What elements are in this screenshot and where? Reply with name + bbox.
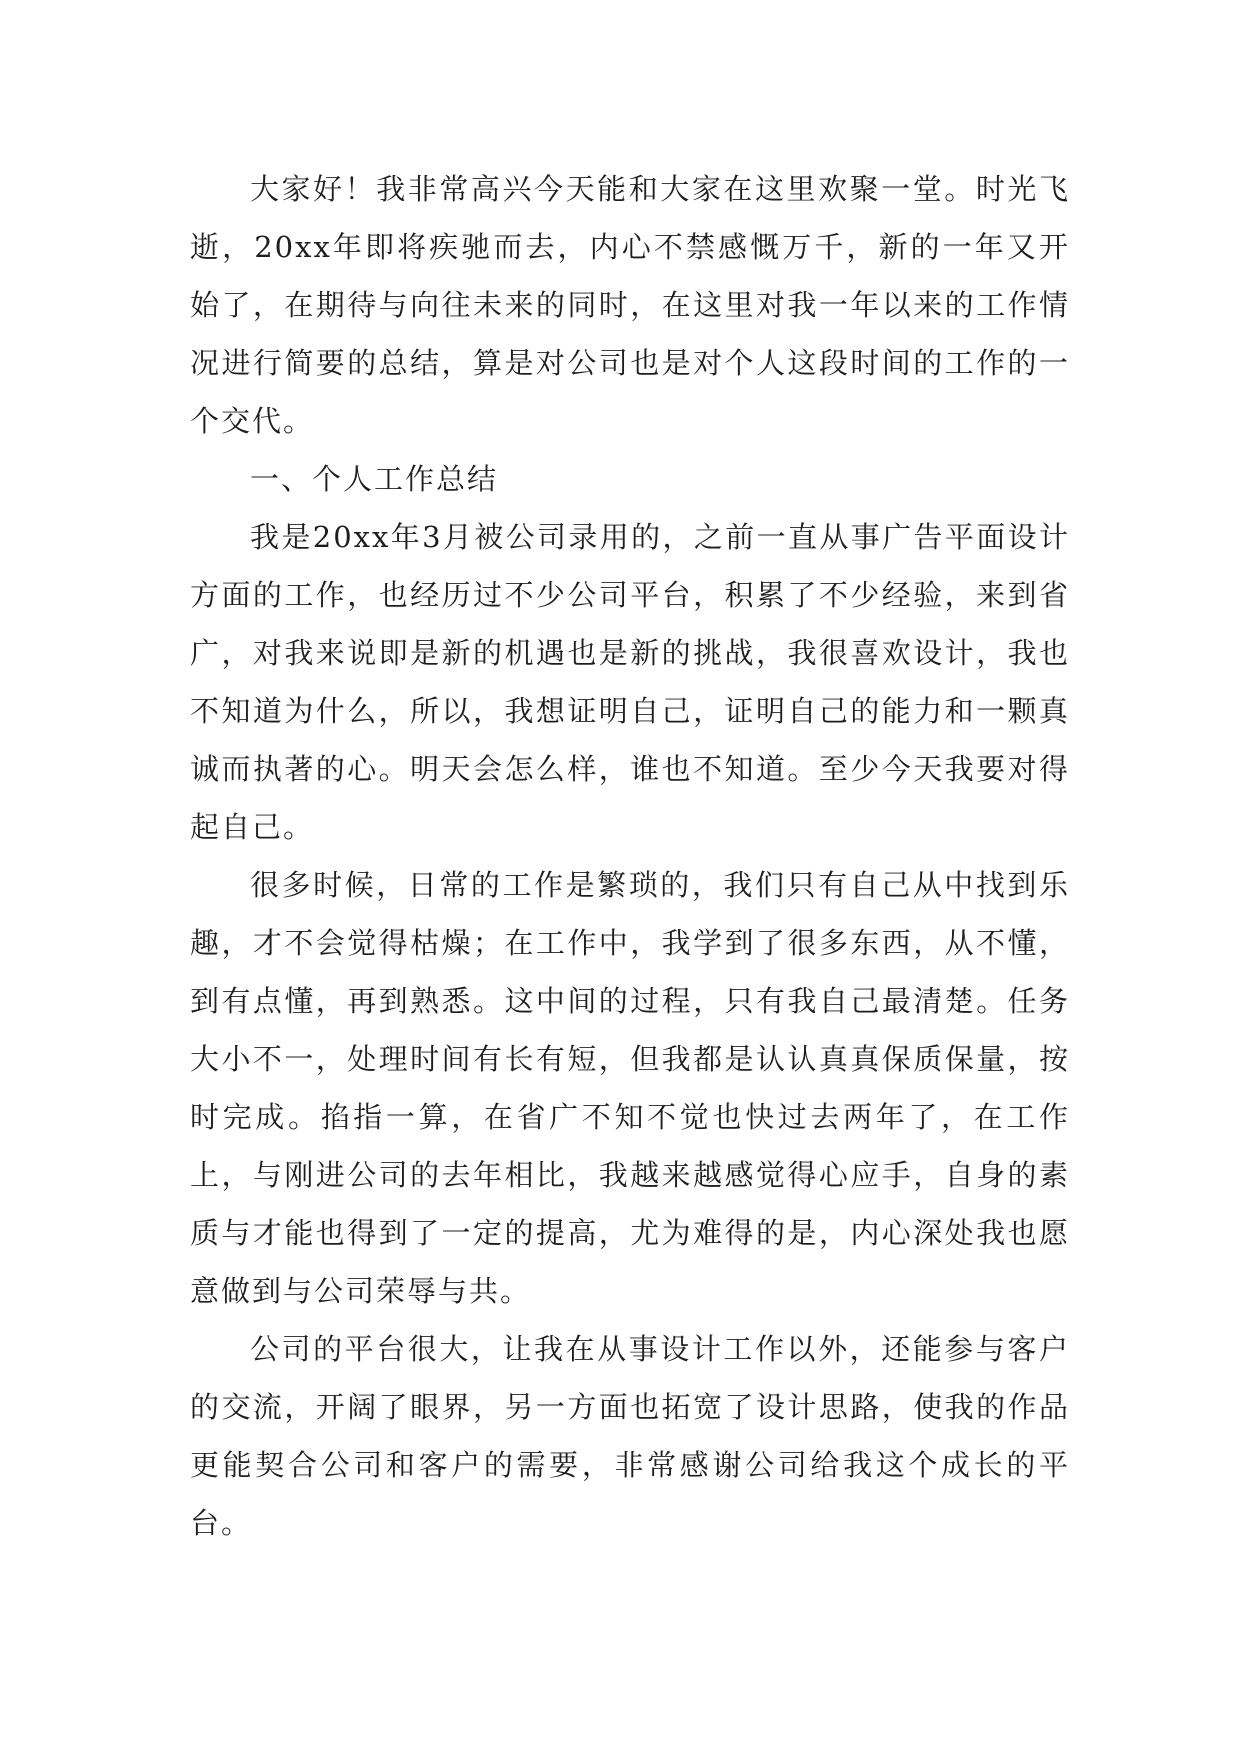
paragraph-platform: 公司的平台很大，让我在从事设计工作以外，还能参与客户的交流，开阔了眼界，另一方面也拓宽了设计思路，使我的作品更能契合公司和客户的需要，非常感谢公司给我这个成长的平台。	[190, 1332, 1070, 1540]
paragraph-intro: 大家好！我非常高兴今天能和大家在这里欢聚一堂。时光飞逝，20xx年即将疾驰而去，内心不禁感慨万千，新的一年又开始了，在期待与向往未来的同时，在这里对我一年以来的工作情况进行简要的总结，算是对公司也是对个人这段时间的工作的一个交代。	[190, 172, 1070, 438]
document-body	[190, 160, 1070, 1552]
paragraph-daily-work: 很多时候，日常的工作是繁琐的，我们只有自己从中找到乐趣，才不会觉得枯燥；在工作中，我学到了很多东西，从不懂，到有点懂，再到熟悉。这中间的过程，只有我自己最清楚。任务大小不一，处理时间有长有短，但我都是认认真真保质保量，按时完成。掐指一算，在省广不知不觉也快过去两年了，在工作上，与刚进公司的去年相比，我越来越感觉得心应手，自身的素质与才能也得到了一定的提高，尤为难得的是，内心深处我也愿意做到与公司荣辱与共。	[190, 868, 1070, 1308]
paragraph-background: 我是20xx年3月被公司录用的，之前一直从事广告平面设计方面的工作，也经历过不少公司平台，积累了不少经验，来到省广，对我来说即是新的机遇也是新的挑战，我很喜欢设计，我也不知道为什么，所以，我想证明自己，证明自己的能力和一颗真诚而执著的心。明天会怎么样，谁也不知道。至少今天我要对得起自己。	[190, 520, 1070, 844]
section-heading: 一、个人工作总结	[250, 462, 499, 496]
